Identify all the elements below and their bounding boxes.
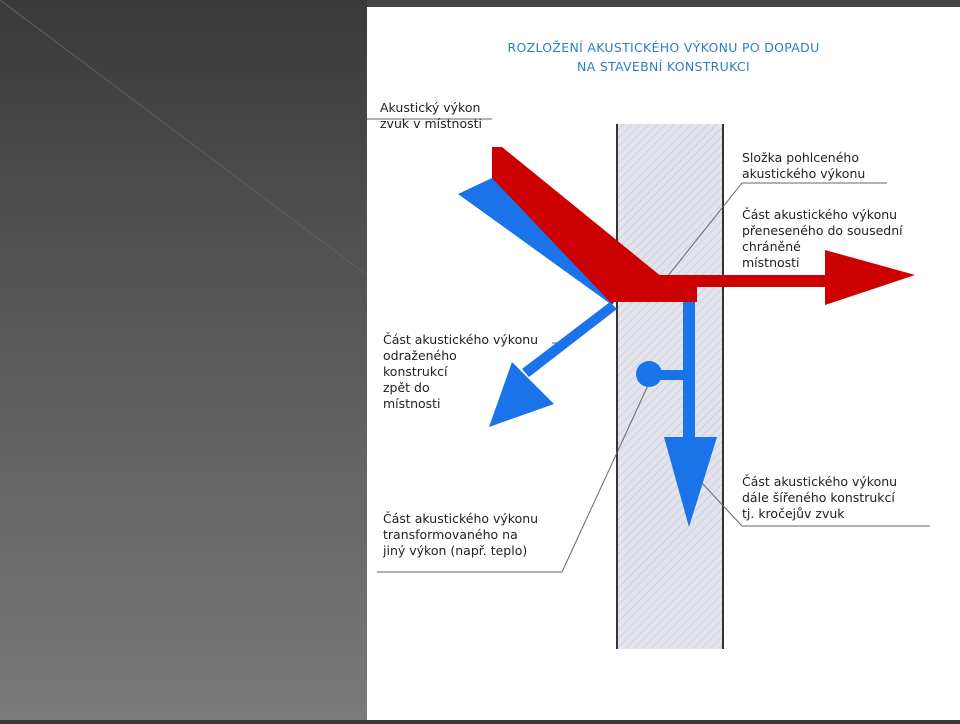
label-absorbed: Složka pohlceného akustického výkonu	[742, 150, 866, 181]
label-transmitted: Část akustického výkonu přeneseného do sousední chráněné místnosti	[742, 207, 903, 270]
label-incident: Akustický výkon zvuk v místnosti	[380, 100, 482, 131]
diagram-title-line2: NA STAVEBNÍ KONSTRUKCI	[577, 59, 750, 74]
label-structure-borne: Část akustického výkonu dále šířeného konstrukcí tj. kročejův zvuk	[742, 474, 898, 521]
blue-transform-circle	[636, 361, 662, 387]
slide-background-left	[0, 0, 367, 720]
diagram-title-line1: ROZLOŽENÍ AKUSTICKÉHO VÝKONU PO DOPADU	[507, 40, 820, 55]
label-transformed: Část akustického výkonu transformovaného na jiný výkon (např. teplo)	[383, 511, 539, 558]
label-reflected: Část akustického výkonu odraženého konstrukcí zpět do místnosti	[383, 332, 539, 411]
wall	[617, 124, 723, 649]
red-transmitted-shaft	[657, 275, 832, 302]
top-strip	[367, 0, 960, 7]
acoustic-diagram	[367, 7, 960, 720]
decorative-diagonal-line	[0, 0, 367, 720]
